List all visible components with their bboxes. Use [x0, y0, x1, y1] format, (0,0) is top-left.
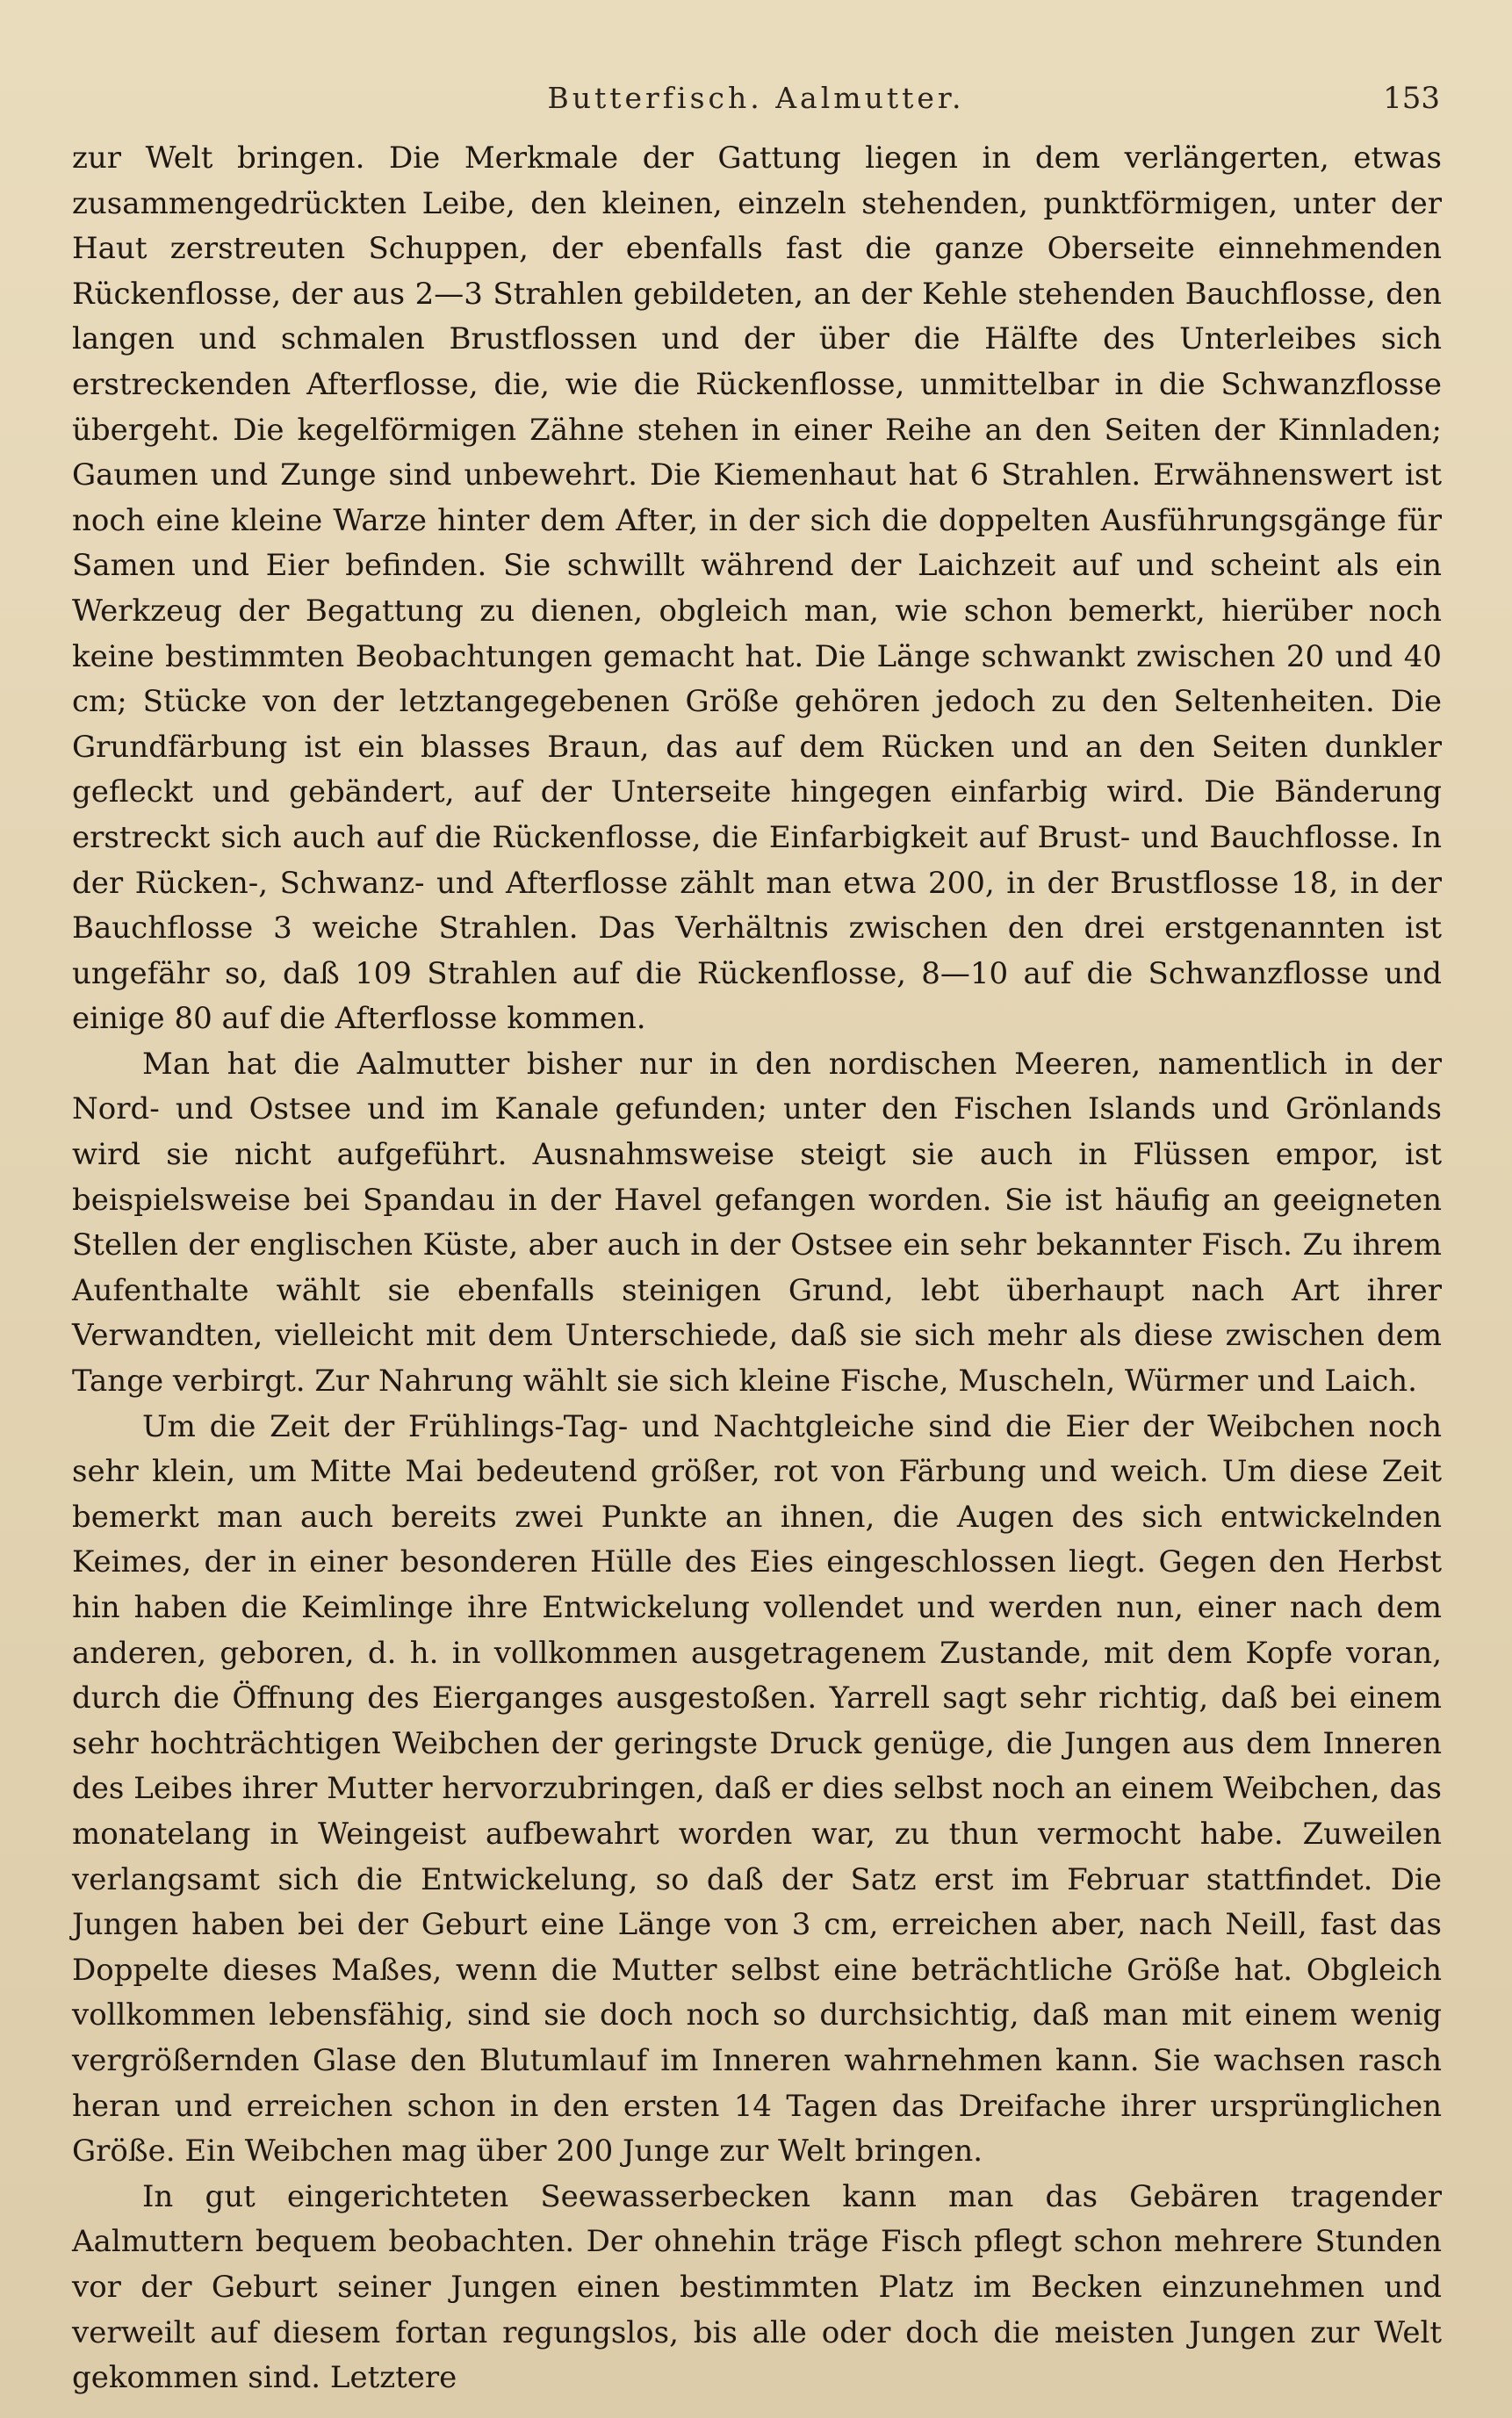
paragraph-reproduction: Um die Zeit der Frühlings-Tag- und Nachtgleiche sind die Eier der Weibchen noch sehr klein, um Mitte Mai bedeutend größer, rot von Färbung und weich. Um diese Zeit bemerkt man auch bereits zwei Punkte an ihnen, die Augen des sich entwickelnden Keimes, der in einer besonderen Hülle des Eies eingeschlossen liegt. Gegen den Herbst hin haben die Keimlinge ihre Entwickelung vollendet und werden nun, einer nach dem anderen, geboren, d. h. in vollkommen ausgetragenem Zustande, mit dem Kopfe voran, durch die Öffnung des Eierganges ausgestoßen. Yarrell sagt sehr richtig, daß bei einem sehr hochträchtigen Weibchen der geringste Druck genüge, die Jungen aus dem Inneren des Leibes ihrer Mutter hervorzubringen, daß er dies selbst noch an einem Weibchen, das monatelang in Weingeist aufbewahrt worden war, zu thun vermocht habe. Zuweilen verlangsamt sich die Entwickelung, so daß der Satz erst im Februar stattfindet. Die Jungen haben bei der Geburt eine Länge von 3 cm, erreichen aber, nach Neill, fast das Doppelte dieses Maßes, wenn die Mutter selbst eine beträchtliche Größe hat. Obgleich vollkommen lebensfähig, sind sie doch noch so durchsichtig, daß man mit einem wenig vergrößernden Glase den Blutumlauf im Inneren wahrnehmen kann. Sie wachsen rasch heran und erreichen schon in den ersten 14 Tagen das Dreifache ihrer ursprünglichen Größe. Ein Weibchen mag über 200 Junge zur Welt bringen. — [72, 1408, 1442, 2170]
page-number: 153 — [1383, 81, 1440, 116]
paragraph-distribution: Man hat die Aalmutter bisher nur in den nordischen Meeren, namentlich in der Nord- und Ostsee und im Kanale gefunden; unter den Fischen Islands und Grönlands wird sie nicht aufgeführt. Ausnahmsweise steigt sie auch in Flüssen empor, ist beispielsweise bei Spandau in der Havel gefangen worden. Sie ist häufig an geeigneten Stellen der englischen Küste, aber auch in der Ostsee ein sehr bekannter Fisch. Zu ihrem Aufenthalte wählt sie ebenfalls steinigen Grund, lebt überhaupt nach Art ihrer Verwandten, vielleicht mit dem Unterschiede, daß sie sich mehr als diese zwischen dem Tange verbirgt. Zur Nahrung wählt sie sich kleine Fische, Muscheln, Würmer und Laich. — [72, 1046, 1442, 1400]
paragraph-genus-features: zur Welt bringen. Die Merkmale der Gattung liegen in dem verlängerten, etwas zusammengedrückten Leibe, den kleinen, einzeln stehenden, punktförmigen, unter der Haut zerstreuten Schuppen, der ebenfalls fast die ganze Oberseite einnehmenden Rückenflosse, der aus 2—3 Strahlen gebildeten, an der Kehle stehenden Bauchflosse, den langen und schmalen Brustflossen und der über die Hälfte des Unterleibes sich erstreckenden Afterflosse, die, wie die Rückenflosse, unmittelbar in die Schwanzflosse übergeht. Die kegelförmigen Zähne stehen in einer Reihe an den Seiten der Kinnladen; Gaumen und Zunge sind unbewehrt. Die Kiemenhaut hat 6 Strahlen. Erwähnenswert ist noch eine kleine Warze hinter dem After, in der sich die doppelten Ausführungsgänge für Samen und Eier befinden. Sie schwillt während der Laichzeit auf und scheint als ein Werkzeug der Begattung zu dienen, obgleich man, wie schon bemerkt, hierüber noch keine bestimmten Beobachtungen gemacht hat. Die Länge schwankt zwischen 20 und 40 cm; Stücke von der letztangegebenen Größe gehören jedoch zu den Seltenheiten. Die Grundfärbung ist ein blasses Braun, das auf dem Rücken und an den Seiten dunkler gefleckt und gebändert, auf der Unterseite hingegen einfarbig wird. Die Bänderung erstreckt sich auch auf die Rückenflosse, die Einfarbigkeit auf Brust- und Bauchflosse. In der Rücken-, Schwanz- und Afterflosse zählt man etwa 200, in der Brustflosse 18, in der Bauchflosse 3 weiche Strahlen. Das Verhältnis zwischen den drei erstgenannten ist ungefähr so, daß 109 Strahlen auf die Rückenflosse, 8—10 auf die Schwanzflosse und einige 80 auf die Afterflosse kommen. — [72, 140, 1442, 1037]
body-text — [72, 136, 1442, 2401]
running-title: Butterfisch. Aalmutter. — [547, 81, 965, 115]
paragraph-aquarium-observation: In gut eingerichteten Seewasserbecken kann man das Gebären tragender Aalmuttern bequem beobachten. Der ohnehin träge Fisch pflegt schon mehrere Stunden vor der Geburt seiner Jungen einen bestimmten Platz im Becken einzunehmen und verweilt auf diesem fortan regungslos, bis alle oder doch die meisten Jungen zur Welt gekommen sind. Letztere — [72, 2178, 1442, 2396]
